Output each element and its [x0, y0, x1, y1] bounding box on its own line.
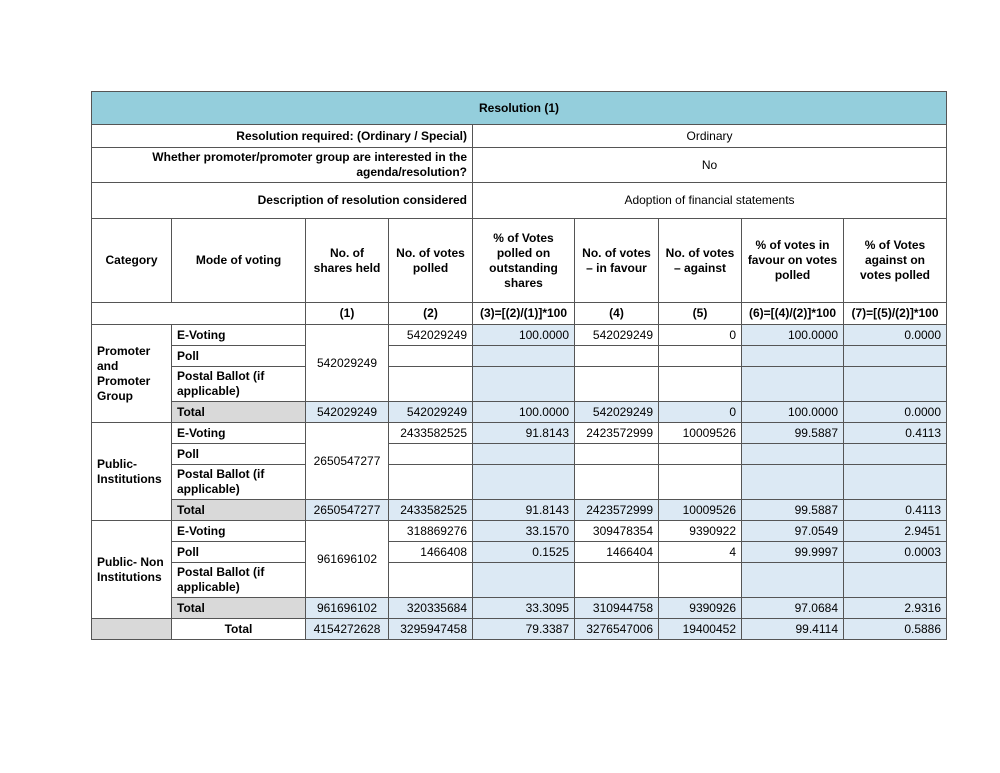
index-5: (5): [659, 303, 742, 325]
pct-against-cell: [844, 367, 947, 402]
pct-against-cell: 0.0003: [844, 542, 947, 563]
table-row: [92, 542, 947, 563]
grand-total-against: 19400452: [659, 619, 742, 640]
mode-cell: Postal Ballot (if applicable): [172, 563, 306, 598]
pct-against-cell: [844, 465, 947, 500]
promoter-interested-label: Whether promoter/promoter group are interested in the agenda/resolution?: [92, 148, 473, 183]
index-6: (6)=[(4)/(2)]*100: [742, 303, 844, 325]
pct-polled-cell: 33.1570: [473, 521, 575, 542]
mode-cell: Poll: [172, 346, 306, 367]
table-row: [92, 325, 947, 346]
pct-polled-cell: [473, 367, 575, 402]
pct-favour-cell: 99.5887: [742, 423, 844, 444]
votes-against-cell: 10009526: [659, 500, 742, 521]
pct-polled-cell: [473, 563, 575, 598]
resolution-description-label: Description of resolution considered: [92, 183, 473, 219]
table-row: [92, 563, 947, 598]
table-row: [92, 423, 947, 444]
mode-cell: E-Voting: [172, 325, 306, 346]
pct-favour-cell: 100.0000: [742, 325, 844, 346]
mode-cell: Postal Ballot (if applicable): [172, 465, 306, 500]
votes-against-cell: [659, 367, 742, 402]
header-shares-held: No. of shares held: [306, 219, 389, 303]
mode-cell: Total: [172, 500, 306, 521]
votes-against-cell: 4: [659, 542, 742, 563]
pct-polled-cell: 100.0000: [473, 325, 575, 346]
pct-against-cell: 2.9451: [844, 521, 947, 542]
votes-against-cell: [659, 465, 742, 500]
votes-favour-cell: 309478354: [575, 521, 659, 542]
pct-polled-cell: 0.1525: [473, 542, 575, 563]
shares-held-cell: 961696102: [306, 598, 389, 619]
votes-against-cell: 9390926: [659, 598, 742, 619]
pct-favour-cell: 97.0684: [742, 598, 844, 619]
header-votes-favour: No. of votes – in favour: [575, 219, 659, 303]
table-row: [92, 465, 947, 500]
category-cell: Promoter and Promoter Group: [92, 325, 172, 423]
pct-against-cell: 0.4113: [844, 500, 947, 521]
header-pct-polled: % of Votes polled on outstanding shares: [473, 219, 575, 303]
mode-cell: Total: [172, 598, 306, 619]
votes-favour-cell: 310944758: [575, 598, 659, 619]
votes-polled-cell: [389, 444, 473, 465]
pct-polled-cell: [473, 346, 575, 367]
votes-polled-cell: [389, 563, 473, 598]
votes-favour-cell: [575, 346, 659, 367]
votes-against-cell: 0: [659, 402, 742, 423]
votes-favour-cell: 2423572999: [575, 500, 659, 521]
promoter-interested-value: No: [473, 148, 947, 183]
header-mode: Mode of voting: [172, 219, 306, 303]
votes-polled-cell: 1466408: [389, 542, 473, 563]
mode-cell: Poll: [172, 444, 306, 465]
index-3: (3)=[(2)/(1)]*100: [473, 303, 575, 325]
mode-cell: Total: [172, 402, 306, 423]
index-blank: [92, 303, 306, 325]
shares-held-cell: 542029249: [306, 402, 389, 423]
grand-total-shares: 4154272628: [306, 619, 389, 640]
votes-polled-cell: 542029249: [389, 325, 473, 346]
grand-total-polled: 3295947458: [389, 619, 473, 640]
table-row: [92, 444, 947, 465]
pct-against-cell: [844, 346, 947, 367]
pct-polled-cell: [473, 465, 575, 500]
pct-favour-cell: [742, 367, 844, 402]
pct-polled-cell: [473, 444, 575, 465]
votes-favour-cell: 542029249: [575, 325, 659, 346]
votes-polled-cell: 320335684: [389, 598, 473, 619]
grand-total-label: Total: [172, 619, 306, 640]
grand-total-pct-polled: 79.3387: [473, 619, 575, 640]
index-1: (1): [306, 303, 389, 325]
pct-against-cell: [844, 444, 947, 465]
index-7: (7)=[(5)/(2)]*100: [844, 303, 947, 325]
votes-against-cell: [659, 346, 742, 367]
mode-cell: E-Voting: [172, 521, 306, 542]
mode-cell: Poll: [172, 542, 306, 563]
resolution-description-value: Adoption of financial statements: [473, 183, 947, 219]
shares-held-cell: 961696102: [306, 521, 389, 598]
resolution-type-value: Ordinary: [473, 125, 947, 148]
votes-against-cell: 0: [659, 325, 742, 346]
votes-against-cell: 10009526: [659, 423, 742, 444]
votes-favour-cell: 542029249: [575, 402, 659, 423]
table-row: [92, 367, 947, 402]
votes-favour-cell: 1466404: [575, 542, 659, 563]
votes-polled-cell: 2433582525: [389, 500, 473, 521]
pct-favour-cell: 99.9997: [742, 542, 844, 563]
votes-polled-cell: [389, 346, 473, 367]
votes-against-cell: 9390922: [659, 521, 742, 542]
pct-polled-cell: 100.0000: [473, 402, 575, 423]
votes-against-cell: [659, 444, 742, 465]
grand-total-row: [92, 619, 947, 640]
votes-favour-cell: [575, 563, 659, 598]
pct-polled-cell: 91.8143: [473, 500, 575, 521]
group-total-row: [92, 402, 947, 423]
votes-polled-cell: [389, 367, 473, 402]
pct-polled-cell: 91.8143: [473, 423, 575, 444]
pct-against-cell: 0.0000: [844, 325, 947, 346]
mode-cell: Postal Ballot (if applicable): [172, 367, 306, 402]
header-pct-against: % of Votes against on votes polled: [844, 219, 947, 303]
header-votes-polled: No. of votes polled: [389, 219, 473, 303]
grand-total-pct-favour: 99.4114: [742, 619, 844, 640]
shares-held-cell: 2650547277: [306, 500, 389, 521]
votes-favour-cell: [575, 465, 659, 500]
mode-cell: E-Voting: [172, 423, 306, 444]
pct-favour-cell: 97.0549: [742, 521, 844, 542]
group-total-row: [92, 598, 947, 619]
grand-total-favour: 3276547006: [575, 619, 659, 640]
votes-polled-cell: 318869276: [389, 521, 473, 542]
votes-against-cell: [659, 563, 742, 598]
resolution-title: Resolution (1): [92, 92, 947, 125]
shares-held-cell: 2650547277: [306, 423, 389, 500]
votes-favour-cell: 2423572999: [575, 423, 659, 444]
votes-polled-cell: 2433582525: [389, 423, 473, 444]
header-pct-favour: % of votes in favour on votes polled: [742, 219, 844, 303]
pct-against-cell: 2.9316: [844, 598, 947, 619]
table-row: [92, 521, 947, 542]
pct-favour-cell: [742, 465, 844, 500]
votes-polled-cell: 542029249: [389, 402, 473, 423]
header-votes-against: No. of votes – against: [659, 219, 742, 303]
resolution-type-label: Resolution required: (Ordinary / Special): [92, 125, 473, 148]
grand-total-blank: [92, 619, 172, 640]
grand-total-pct-against: 0.5886: [844, 619, 947, 640]
pct-against-cell: 0.0000: [844, 402, 947, 423]
pct-against-cell: 0.4113: [844, 423, 947, 444]
category-cell: Public- Non Institutions: [92, 521, 172, 619]
votes-polled-cell: [389, 465, 473, 500]
pct-polled-cell: 33.3095: [473, 598, 575, 619]
index-2: (2): [389, 303, 473, 325]
pct-favour-cell: [742, 563, 844, 598]
resolution-table: [91, 91, 947, 640]
category-cell: Public- Institutions: [92, 423, 172, 521]
votes-favour-cell: [575, 367, 659, 402]
pct-favour-cell: [742, 444, 844, 465]
table-row: [92, 346, 947, 367]
pct-favour-cell: [742, 346, 844, 367]
index-4: (4): [575, 303, 659, 325]
pct-against-cell: [844, 563, 947, 598]
shares-held-cell: 542029249: [306, 325, 389, 402]
pct-favour-cell: 100.0000: [742, 402, 844, 423]
votes-favour-cell: [575, 444, 659, 465]
group-total-row: [92, 500, 947, 521]
pct-favour-cell: 99.5887: [742, 500, 844, 521]
header-category: Category: [92, 219, 172, 303]
